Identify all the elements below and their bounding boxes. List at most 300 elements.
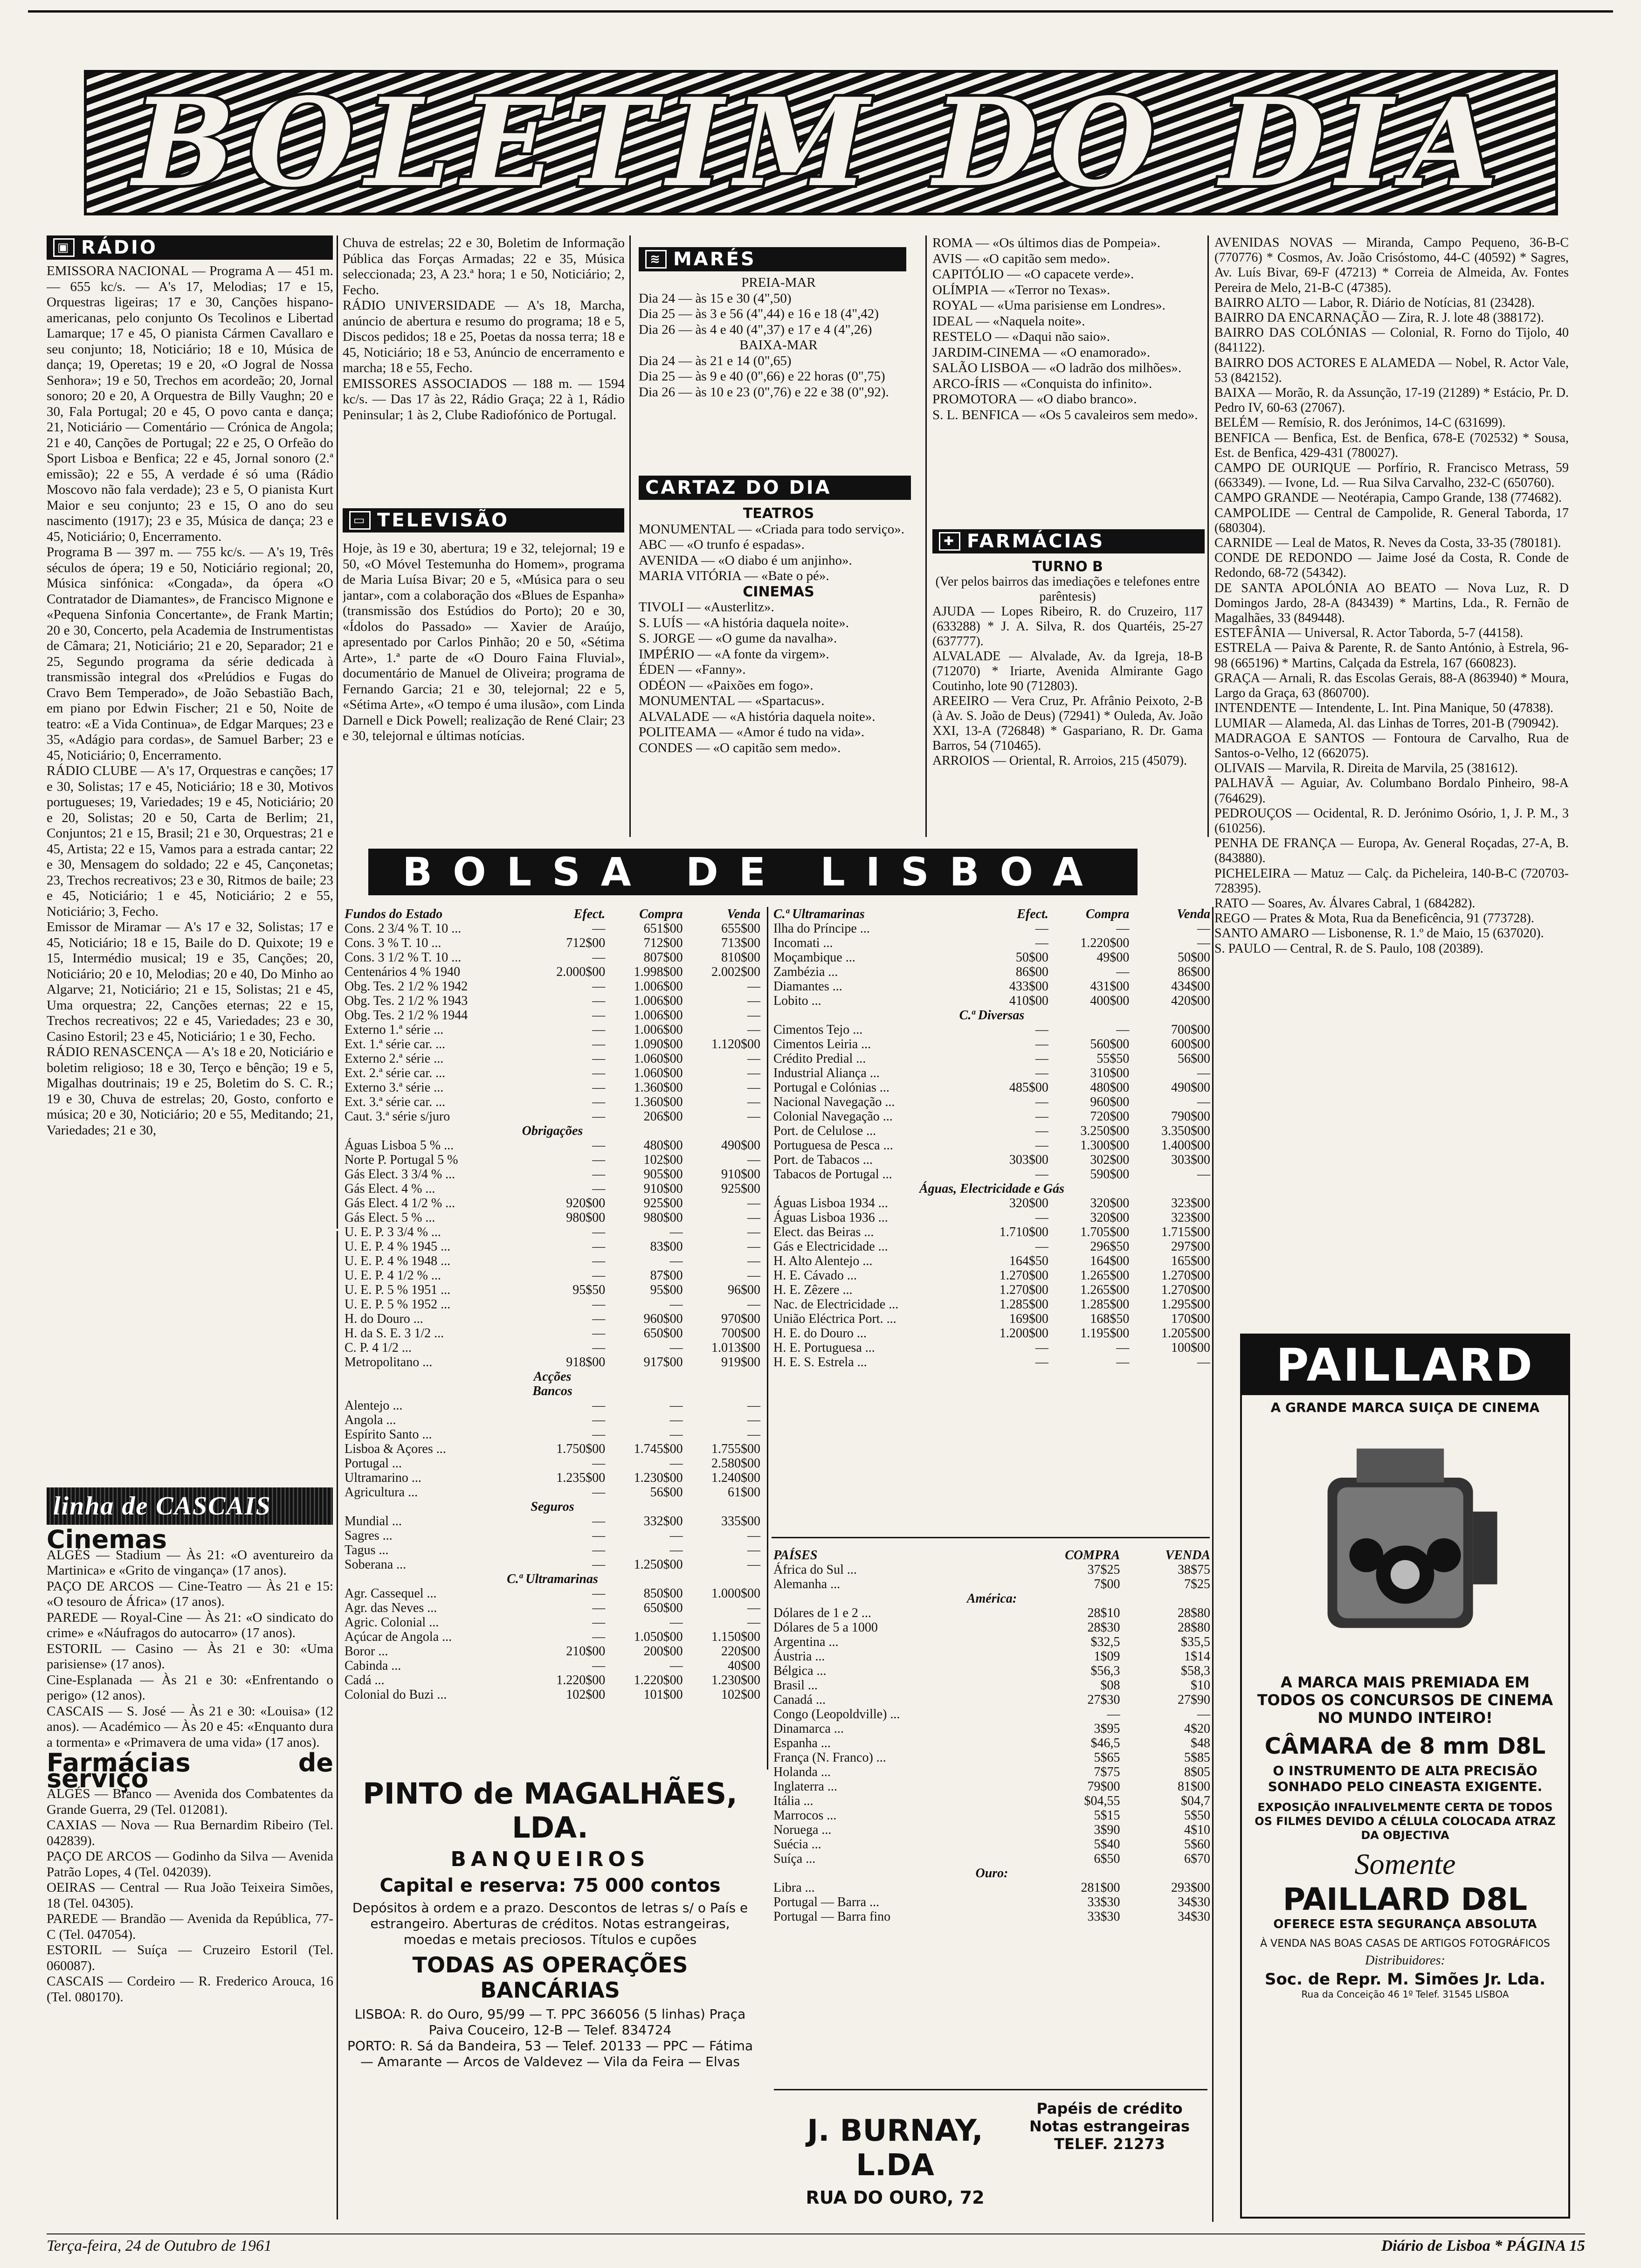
table-row: [772, 1736, 1212, 1750]
quote-cell: 700$00: [1171, 1023, 1210, 1037]
mares-text: PREIA-MAR Dia 24 — às 15 e 30 (4",50) Dia 25 — às 3 e 56 (4",44) e 16 e 18 (4",42) Dia 26 — às 4 e 40 (4",37) e 17 e 4 (4",26) BAIXA-MAR Dia 24 — às 21 e 14 (0",65) Dia 25 — às 9 e 40 (0",66) e 22 horas (0",75) Dia 26 — às 10 e 23 (0",76) e 22 e 38 (0",92).: [639, 275, 889, 400]
table-row: [343, 1355, 762, 1369]
security-name: H. do Douro ...: [345, 1312, 423, 1326]
table-row: [772, 1312, 1212, 1326]
quote-cell: 651$00: [643, 921, 683, 936]
radio-paragraph: RÁDIO CLUBE — A's 17, Orquestras e canções; 17 e 30, Solistas; 17 e 45, Noticiário; 18 e 30, Motivos portugueses; 19, Variedades; 19 e 45, Noticiário; 20 e 20, Solistas; 20 e 50, Carta de Berlim; 21, Conjuntos; 21 e 15, Brasil; 21 e 30, Orquestras; 21 e 45, Artista; 22 e 15, Vamos para a estrada cantar; 22 e 30, Mensagem do soldado; 22 e 45, Cançonetas; 23, Trechos recreativos; 23 e 30, Ritmos de baile; 23 e 45, Noticiário; 1 e 45, Noticiário; 2 e 55, Noticiário; 3, Fecho.: [47, 763, 333, 919]
column-header: Efect.: [573, 907, 606, 921]
table-row: [772, 1823, 1212, 1837]
quote-cell: 95$50: [572, 1283, 606, 1297]
security-name: Cons. 3 1/2 % T. 10 ...: [345, 950, 462, 965]
table-row: [343, 1095, 762, 1109]
security-name: Tagus ...: [345, 1543, 389, 1557]
quote-cell: —: [592, 1225, 606, 1239]
quote-cell: —: [592, 1514, 606, 1528]
quote-cell: 332$00: [643, 1514, 683, 1528]
security-name: Agric. Colonial ...: [345, 1615, 439, 1630]
quote-cell: 920$00: [566, 1196, 606, 1210]
quote-cell: —: [747, 1051, 760, 1066]
security-name: Agricultura ...: [345, 1485, 418, 1500]
quote-cell: 925$00: [643, 1196, 683, 1210]
quote-cell: —: [1035, 921, 1048, 936]
quote-cell: 850$00: [643, 1586, 683, 1601]
radio-icon: ▣: [53, 238, 75, 257]
quote-cell: 61$00: [728, 1485, 760, 1500]
table-row: [772, 1268, 1212, 1283]
quote-cell: —: [1116, 1341, 1130, 1355]
quote-cell: —: [592, 1528, 606, 1543]
quote-cell: 323$00: [1171, 1210, 1210, 1225]
quote-cell: —: [747, 1601, 760, 1615]
table-row: [343, 1341, 762, 1355]
security-name: Ext. 2.ª série car. ...: [345, 1066, 446, 1080]
table-row: [772, 1080, 1212, 1095]
quote-cell: $56,3: [1090, 1664, 1120, 1678]
security-name: Gás Elect. 3 3/4 % ...: [345, 1167, 455, 1182]
quote-cell: $04,7: [1181, 1794, 1210, 1808]
security-name: H. E. Zêzere ...: [773, 1283, 853, 1297]
quote-cell: 5$65: [1094, 1750, 1120, 1765]
quote-cell: 87$00: [650, 1268, 683, 1283]
quote-cell: 28$80: [1178, 1606, 1210, 1620]
table-row: [772, 1182, 1212, 1196]
table-row: [343, 1182, 762, 1196]
quote-cell: —: [747, 1557, 760, 1572]
quote-cell: 1.360$00: [634, 1095, 683, 1109]
quote-cell: —: [592, 1080, 606, 1095]
quote-cell: 168$50: [1090, 1312, 1130, 1326]
cambio-table: [772, 1548, 1212, 1924]
column-header: Compra: [639, 907, 683, 921]
table-row: [772, 1196, 1212, 1210]
quote-cell: $35,5: [1181, 1635, 1210, 1649]
table-row: [343, 1398, 762, 1413]
radio-paragraph: Programa B — 397 m. — 755 kc/s. — A's 19, Três séculos de ópera; 19 e 50, Noticiário regional; 20, Música sinfónica: «Congada», da ópera «O Contratador de Diamantes», de Francisco Mignone e «Pequena Sinfonia Concertante», de Frank Martin; 20 e 30, Concerto, pela Academia de Instrumentistas de Câmara; 21, Noticiário; 21 e 20, Separador; 21 e 25, Segundo programa da série dedicada à transmissão integral dos «Prelúdios e Fugas do Cravo Bem Temperado», de João Sebastião Bach, em piano por Edwin Fischer; 21 e 50, Noite de teatro: «E a Vida Continua», de Edgar Marques; 23 e 35, «Adágio para cordas», de Samuel Barber; 23 e 45, Noticiário; 0, Encerramento.: [47, 545, 333, 763]
quote-cell: —: [669, 1615, 683, 1630]
quote-cell: —: [592, 1456, 606, 1471]
table-row: [343, 1485, 762, 1500]
footer-date: Terça-feira, 24 de Outubro de 1961: [47, 2237, 272, 2254]
table-row: [772, 1326, 1212, 1341]
quote-cell: —: [592, 1557, 606, 1572]
quote-cell: 303$00: [1171, 1153, 1210, 1167]
quote-cell: —: [592, 1398, 606, 1413]
quote-cell: 1.000$00: [711, 1586, 760, 1601]
quote-cell: 1.705$00: [1080, 1225, 1130, 1239]
quote-cell: —: [592, 1037, 606, 1051]
quote-cell: 431$00: [1090, 979, 1130, 994]
quote-cell: 1.360$00: [634, 1080, 683, 1095]
quote-cell: 101$00: [643, 1687, 683, 1702]
quote-cell: 700$00: [721, 1326, 760, 1341]
quote-cell: —: [747, 1543, 760, 1557]
quote-cell: —: [669, 1456, 683, 1471]
quote-cell: 297$00: [1171, 1239, 1210, 1254]
table-header-row: [772, 907, 1212, 921]
quote-cell: 712$00: [643, 936, 683, 950]
security-name: Port. de Tabacos ...: [773, 1153, 873, 1167]
quote-cell: 1.006$00: [634, 1023, 683, 1037]
table-row: [343, 1225, 762, 1239]
quote-cell: —: [592, 1312, 606, 1326]
quote-cell: 95$00: [650, 1283, 683, 1297]
quote-cell: —: [669, 1659, 683, 1673]
quote-cell: 320$00: [1090, 1210, 1130, 1225]
quote-cell: 480$00: [1090, 1080, 1130, 1095]
security-name: Externo 2.ª série ...: [345, 1051, 444, 1066]
quote-cell: 5$50: [1184, 1808, 1210, 1823]
quote-cell: 1.200$00: [999, 1326, 1048, 1341]
radio-paragraph: EMISSORES ASSOCIADOS — 188 m. — 1594 kc/s. — Das 17 às 22, Rádio Graça; 22 à 1, Rádio Peninsular; 1 às 2, Clube Radiofónico de Portugal.: [343, 376, 625, 422]
footer: [47, 2237, 1585, 2255]
quote-cell: 79$00: [1087, 1779, 1120, 1794]
quote-cell: 28$80: [1178, 1620, 1210, 1635]
security-name: U. E. P. 5 % 1951 ...: [345, 1283, 451, 1297]
quote-cell: —: [1035, 1355, 1048, 1369]
column-header: Fundos do Estado: [345, 907, 443, 921]
security-name: Mundial ...: [345, 1514, 402, 1528]
quote-cell: 1.270$00: [999, 1268, 1048, 1283]
table-row: [343, 1427, 762, 1442]
quote-cell: 1.060$00: [634, 1051, 683, 1066]
radio-column-1: [47, 263, 333, 1210]
security-name: Externo 3.ª série ...: [345, 1080, 444, 1095]
subheading: Seguros: [531, 1500, 574, 1514]
quote-cell: —: [747, 1080, 760, 1095]
security-name: Dinamarca ...: [773, 1722, 844, 1736]
table-row: [343, 1369, 762, 1384]
quote-cell: —: [747, 1254, 760, 1268]
quote-cell: —: [592, 1427, 606, 1442]
quote-cell: $08: [1100, 1678, 1120, 1693]
table-row: [772, 1693, 1212, 1707]
security-name: Agr. Cassequel ...: [345, 1586, 437, 1601]
quote-cell: —: [669, 1413, 683, 1427]
table-row: [343, 994, 762, 1008]
table-row: [343, 1268, 762, 1283]
security-name: H. E. Portuguesa ...: [773, 1341, 875, 1355]
quote-cell: 170$00: [1171, 1312, 1210, 1326]
quote-cell: —: [1035, 1095, 1048, 1109]
table-row: [343, 1528, 762, 1543]
table-row: [772, 1779, 1212, 1794]
table-row: [343, 1008, 762, 1023]
quote-cell: 55$50: [1096, 1051, 1130, 1066]
quote-cell: 970$00: [721, 1312, 760, 1326]
security-name: Lisboa & Açores ...: [345, 1442, 446, 1456]
quote-cell: 6$70: [1184, 1852, 1210, 1866]
security-name: Agr. das Neves ...: [345, 1601, 437, 1615]
table-row: [343, 1066, 762, 1080]
quote-cell: 2.002$00: [711, 965, 760, 979]
quote-cell: —: [747, 1615, 760, 1630]
quote-cell: —: [592, 1008, 606, 1023]
table-row: [343, 1500, 762, 1514]
quote-cell: 83$00: [650, 1239, 683, 1254]
quote-cell: 1.285$00: [1080, 1297, 1130, 1312]
quote-cell: 1.745$00: [634, 1442, 683, 1456]
quote-cell: 1.090$00: [634, 1037, 683, 1051]
top-rule: [28, 10, 1613, 13]
quote-cell: 3.250$00: [1080, 1124, 1130, 1138]
quote-cell: —: [747, 1109, 760, 1124]
quote-cell: —: [1035, 1210, 1048, 1225]
security-name: U. E. P. 3 3/4 % ...: [345, 1225, 441, 1239]
quote-cell: —: [669, 1254, 683, 1268]
column-divider: [337, 1231, 338, 2220]
quote-cell: 790$00: [1171, 1109, 1210, 1124]
quote-cell: —: [747, 1210, 760, 1225]
quote-cell: 1.006$00: [634, 994, 683, 1008]
security-name: Gás Elect. 4 1/2 % ...: [345, 1196, 455, 1210]
security-name: Sagres ...: [345, 1528, 393, 1543]
quote-cell: 910$00: [721, 1167, 760, 1182]
table-row: [343, 1442, 762, 1456]
quote-cell: —: [747, 1413, 760, 1427]
quote-cell: 980$00: [643, 1210, 683, 1225]
table-row: [772, 1008, 1212, 1023]
quote-cell: 164$00: [1090, 1254, 1130, 1268]
security-name: H. Alto Alentejo ...: [773, 1254, 873, 1268]
quote-cell: 434$00: [1171, 979, 1210, 994]
televisao-text: Hoje, às 19 e 30, abertura; 19 e 32, telejornal; 19 e 50, «O Móvel Testemunha do Homem», programa de Maria Luísa Bivar; 20 e 5, «Música para o seu jantar», com a colaboração dos «Blues de Espanha» (transmissão dos Estúdios do Porto); 20 e 30, «Ídolos do Passado» — Xavier de Araújo, apresentado por Carlos Pinhão; 20 e 50, «Sétima Arte», 1.ª parte de «O Douro Faina Fluvial», documentário de Manuel de Oliveira; programa de Fernando Garcia; 21 e 30, telejornal; 22 e 5, «Sétima Arte», «O tempo é uma ilusão», com Linda Darnell e Dick Powell; realização de René Clair; 23 e 30, telejornal e últimas notícias.: [343, 541, 625, 743]
quote-cell: $10: [1191, 1678, 1210, 1693]
security-name: Cimentos Tejo ...: [773, 1023, 863, 1037]
quote-cell: 720$00: [1090, 1109, 1130, 1124]
security-name: Incomati ...: [773, 936, 833, 950]
quote-cell: 296$50: [1090, 1239, 1130, 1254]
subheading: C.ª Ultramarinas: [507, 1572, 598, 1586]
table-row: [772, 1649, 1212, 1664]
security-name: Elect. das Beiras ...: [773, 1225, 874, 1239]
table-row: [772, 1895, 1212, 1909]
table-row: [343, 1051, 762, 1066]
quote-cell: —: [592, 1153, 606, 1167]
table-row: [343, 1037, 762, 1051]
quote-cell: —: [592, 979, 606, 994]
quote-cell: 980$00: [566, 1210, 606, 1225]
security-name: Ultramarino ...: [345, 1471, 421, 1485]
quote-cell: 1.150$00: [711, 1630, 760, 1644]
quote-cell: 38$75: [1178, 1563, 1210, 1577]
table-row: [343, 1557, 762, 1572]
table-header-row: [343, 907, 762, 921]
waves-icon: ≋: [645, 250, 667, 269]
cascais-cinemas: Cinemas ALGÉS — Stadium — Às 21: «O aventureiro da Martinica» e «Grito de vingança» (17 anos). PAÇO DE ARCOS — Cine-Teatro — Às 21 e 15: «O tesouro de África» (17 anos). PAREDE — Royal-Cine — Às 21: «O sindicato do crime» e «Náufragos do autocarro» (17 anos). ESTORIL — Casino — Às 21 e 30: «Uma parisiense» (17 anos). Cine-Esplanada — Às 21 e 30: «Enfrentando o perigo» (12 anos). CASCAIS — S. José — Às 21 e 30: «Louisa» (12 anos). — Académico — Às 20 e 45: «Enquanto dura a tormenta» e «Primavera de uma vida» (17 anos). Farmácias de serviço ALGÉS — Branco — Avenida dos Combatentes da Grande Guerra, 29 (Tel. 012081). CAXIAS — Nova — Rua Bernardim Ribeiro (Tel. 042839). PAÇO DE ARCOS — Godinho da Silva — Avenida Patrão Lopes, 4 (Tel. 042039). OEIRAS — Central — Rua João Teixeira Simões, 18 (Tel. 04305). PAREDE — Brandão — Avenida da República, 77-C (Tel. 047054). ESTORIL — Suíça — Cruzeiro Estoril (Tel. 060087). CASCAIS — Cordeiro — R. Frederico Arouca, 16 (Tel. 080170).: [47, 1525, 333, 2005]
security-name: Libra ...: [773, 1881, 815, 1895]
quote-cell: 28$30: [1087, 1620, 1120, 1635]
table-row: [772, 1023, 1212, 1037]
security-name: Noruega ...: [773, 1823, 832, 1837]
security-name: Ext. 3.ª série car. ...: [345, 1095, 446, 1109]
security-name: Portuguesa de Pesca ...: [773, 1138, 893, 1153]
quote-cell: 293$00: [1171, 1881, 1210, 1895]
quote-cell: —: [1197, 1707, 1210, 1722]
table-row: [772, 1837, 1212, 1852]
farmacias-right: AVENIDAS NOVAS — Miranda, Campo Pequeno, 36-B-C (770776) * Cosmos, Av. João Crisóstomo, 44-C (40592) * Sagres, Av. Luís Bivar, 69-F (47213) * Correia de Almeida, Av. Fontes Pereira de Melo, 21-B-C (47385). BAIRRO ALTO — Labor, R. Diário de Notícias, 81 (23428). BAIRRO DA ENCARNAÇÃO — Zira, R. J. lote 48 (388172). BAIRRO DAS COLÓNIAS — Colonial, R. Forno do Tijolo, 40 (841122). BAIRRO DOS ACTORES E ALAMEDA — Nobel, R. Actor Vale, 53 (842152). BAIXA — Morão, R. da Assunção, 17-19 (21289) * Estácio, Pr. D. Pedro IV, 60-63 (27067). BELÉM — Remísio, R. dos Jerónimos, 14-C (631699). BENFICA — Benfica, Est. de Benfica, 678-E (702532) * Sousa, Est. de Benfica, 429-431 (780027). CAMPO DE OURIQUE — Porfírio, R. Francisco Metrass, 59 (663349). — Ivone, Ld. — Rua Silva Carvalho, 232-C (650760). CAMPO GRANDE — Neotérapia, Campo Grande, 138 (774682). CAMPOLIDE — Central de Campolide, R. General Taborda, 17 (680304). CARNIDE — Leal de Matos, R. Neves da Costa, 33-35 (780181). CONDE DE REDONDO — Jaime José da Costa, R. Conde de Redondo, 68-72 (54342). DE SANTA APOLÓNIA AO BEATO — Nova Luz, R. D Domingos Jardo, 28-A (843439) * Martins, Lda., R. Fernão de Magalhães, 33 (849448). ESTEFÂNIA — Universal, R. Actor Taborda, 5-7 (44158). ESTRELA — Paiva & Parente, R. de Santo António, à Estrela, 96-98 (665196) * Martins, Calçada da Estrela, 167 (660823). GRAÇA — Arnali, R. das Escolas Gerais, 88-A (863940) * Moura, Largo da Graça, 63 (860700). INTENDENTE — Intendente, L. Int. Pina Manique, 50 (47838). LUMIAR — Alameda, Al. das Linhas de Torres, 201-B (790942). MADRAGOA E SANTOS — Fontoura de Carvalho, Rua de Santos-o-Velho, 12 (662075). OLIVAIS — Marvila, R. Direita de Marvila, 25 (381612). PALHAVÃ — Aguiar, Av. Columbano Bordalo Pinheiro, 98-A (764629). PEDROUÇOS — Ocidental, R. D. Jerónimo Osório, 1, J. P. M., 3 (610256). PENHA DE FRANÇA — Europa, Av. General Roçadas, 27-A, B. (843880). PICHELEIRA — Matuz — Calç. da Picheleira, 140-B-C (720703-728395). RATO — Soares, Av. Álvares Cabral, 1 (684282). REGO — Prates & Mota, Rua da Beneficência, 91 (773728). SANTO AMARO — Lisbonense, R. 1.º de Maio, 15 (637020). S. PAULO — Central, R. de S. Paulo, 108 (20389).: [1214, 235, 1569, 956]
table-row: [772, 994, 1212, 1008]
quote-cell: 410$00: [1009, 994, 1048, 1008]
quote-cell: —: [747, 994, 760, 1008]
security-name: Norte P. Portugal 5 %: [345, 1153, 458, 1167]
security-name: Açúcar de Angola ...: [345, 1630, 452, 1644]
quote-cell: 1$09: [1094, 1649, 1120, 1664]
security-name: Brasil ...: [773, 1678, 818, 1693]
quote-cell: 960$00: [643, 1312, 683, 1326]
security-name: Holanda ...: [773, 1765, 831, 1779]
quote-cell: 918$00: [566, 1355, 606, 1369]
table-row: [343, 936, 762, 950]
quote-cell: 302$00: [1090, 1153, 1130, 1167]
divider: [772, 1537, 1210, 1538]
bolsa-right-table: [772, 907, 1212, 1369]
quote-cell: —: [1197, 936, 1210, 950]
quote-cell: 1.715$00: [1161, 1225, 1210, 1239]
quote-cell: 1.230$00: [711, 1673, 760, 1687]
table-header-row: [772, 1548, 1212, 1563]
table-row: [772, 1765, 1212, 1779]
quote-cell: 7$25: [1184, 1577, 1210, 1591]
table-row: [343, 1586, 762, 1601]
quote-cell: —: [1197, 921, 1210, 936]
quote-cell: 27$30: [1087, 1693, 1120, 1707]
cartaz-teatros: TEATROS MONUMENTAL — «Criada para todo serviço». ABC — «O trunfo é espadas». AVENIDA — «O diabo é um anjinho». MARIA VITÓRIA — «Bate o pé». CINEMAS TIVOLI — «Austerlitz». S. LUÍS — «A história daquela noite». S. JORGE — «O gume da navalha». IMPÉRIO — «A fonte da virgem». ÉDEN — «Fanny». ODÉON — «Paixões em fogo». MONUMENTAL — «Spartacus». ALVALADE — «A história daquela noite». POLITEAMA — «Amor é tudo na vida». CONDES — «O capitão sem medo».: [639, 506, 905, 755]
subheading: Acções: [533, 1369, 572, 1384]
quote-cell: —: [1116, 921, 1130, 936]
quote-cell: —: [747, 1239, 760, 1254]
quote-cell: 2.580$00: [711, 1456, 760, 1471]
security-name: Cons. 3 % T. 10 ...: [345, 936, 441, 950]
table-row: [772, 1707, 1212, 1722]
subheading: Obrigações: [522, 1124, 583, 1138]
table-row: [772, 1678, 1212, 1693]
quote-cell: 102$00: [566, 1687, 606, 1702]
table-row: [343, 1673, 762, 1687]
bolsa-header: BOLSA DE LISBOA: [368, 849, 1138, 895]
table-row: [343, 1297, 762, 1312]
quote-cell: 6$50: [1094, 1852, 1120, 1866]
security-name: Angola ...: [345, 1413, 396, 1427]
quote-cell: 1.300$00: [1080, 1138, 1130, 1153]
security-name: União Eléctrica Port. ...: [773, 1312, 896, 1326]
table-row: [772, 1794, 1212, 1808]
security-name: Águas Lisboa 1936 ...: [773, 1210, 888, 1225]
quote-cell: 5$15: [1094, 1808, 1120, 1823]
table-row: [343, 1456, 762, 1471]
quote-cell: 220$00: [721, 1644, 760, 1659]
quote-cell: —: [669, 1528, 683, 1543]
table-row: [772, 1909, 1212, 1924]
quote-cell: 303$00: [1009, 1153, 1048, 1167]
radio-header: ▣ RÁDIO: [47, 235, 333, 260]
quote-cell: —: [747, 1196, 760, 1210]
quote-cell: 8$05: [1184, 1765, 1210, 1779]
quote-cell: 400$00: [1090, 994, 1130, 1008]
table-row: [772, 921, 1212, 936]
security-name: Crédito Predial ...: [773, 1051, 866, 1066]
table-row: [343, 1124, 762, 1138]
security-name: Águas Lisboa 5 % ...: [345, 1138, 454, 1153]
security-name: Moçambique ...: [773, 950, 855, 965]
radio-paragraph: RÁDIO UNIVERSIDADE — A's 18, Marcha, anúncio de abertura e resumo do programa; 18 e 5, Discos pedidos; 18 e 25, Poetas da nossa terra; 18 e 45, Noticiário; 18 e 53, Anúncio de encerramento e marcha; 18 e 55, Fecho.: [343, 298, 625, 375]
table-row: [772, 1066, 1212, 1080]
table-row: [343, 1630, 762, 1644]
quote-cell: 323$00: [1171, 1196, 1210, 1210]
quote-cell: 960$00: [1090, 1095, 1130, 1109]
cascais-header: linha de CASCAIS: [47, 1487, 333, 1525]
table-row: [343, 1239, 762, 1254]
quote-cell: 490$00: [1171, 1080, 1210, 1095]
quote-cell: 712$00: [566, 936, 606, 950]
quote-cell: 1.250$00: [634, 1557, 683, 1572]
radio-paragraph: Emissor de Miramar — A's 17 e 32, Solistas; 17 e 45, Noticiário; 18 e 15, Baile do D. Quixote; 19 e 15, Intermédio musical; 19 e 35, Canções; 20, Noticiário; 20 e 10, Melodias; 20 e 40, Do Minho ao Algarve; 21, Noticiário; 21 e 15, Solistas; 21 e 45, Uma orquestra; 22, Canções eternas; 22 e 15, Trechos recreativos; 22 e 45, Variedades; 23 e 30, Casino Estoril; 23 e 45, Noticiário; 1 e 30, Fecho.: [47, 920, 333, 1044]
column-header: Venda: [727, 907, 760, 921]
bolsa-left-table: [343, 907, 762, 1702]
security-name: Portugal ...: [345, 1456, 402, 1471]
quote-cell: —: [669, 1427, 683, 1442]
quote-cell: 86$00: [1178, 965, 1210, 979]
quote-cell: —: [669, 1543, 683, 1557]
cartaz-header: CARTAZ DO DIA: [639, 476, 911, 500]
quote-cell: —: [669, 1297, 683, 1312]
table-row: [343, 1210, 762, 1225]
security-name: Colonial do Buzi ...: [345, 1687, 447, 1702]
table-row: [772, 1051, 1212, 1066]
security-name: Colonial Navegação ...: [773, 1109, 893, 1124]
table-row: [772, 1283, 1212, 1297]
quote-cell: 905$00: [643, 1167, 683, 1182]
security-name: Marrocos ...: [773, 1808, 837, 1823]
security-name: H. E. Cávado ...: [773, 1268, 857, 1283]
table-row: [772, 1852, 1212, 1866]
quote-cell: 600$00: [1171, 1037, 1210, 1051]
table-row: [343, 1196, 762, 1210]
table-row: [343, 1601, 762, 1615]
quote-cell: —: [669, 1341, 683, 1355]
quote-cell: —: [592, 1182, 606, 1196]
quote-cell: 4$10: [1184, 1823, 1210, 1837]
quote-cell: 1.240$00: [711, 1471, 760, 1485]
quote-cell: 2.000$00: [556, 965, 606, 979]
quote-cell: 3.350$00: [1161, 1124, 1210, 1138]
quote-cell: —: [747, 1427, 760, 1442]
table-row: [772, 1620, 1212, 1635]
quote-cell: 1.400$00: [1161, 1138, 1210, 1153]
quote-cell: 210$00: [566, 1644, 606, 1659]
security-name: Congo (Leopoldville) ...: [773, 1707, 900, 1722]
table-row: [772, 1606, 1212, 1620]
quote-cell: 1.006$00: [634, 979, 683, 994]
quote-cell: —: [592, 1239, 606, 1254]
subheading: Bancos: [532, 1384, 572, 1398]
quote-cell: —: [592, 1254, 606, 1268]
quote-cell: —: [592, 1659, 606, 1673]
security-name: Nacional Navegação ...: [773, 1095, 895, 1109]
quote-cell: —: [1035, 1023, 1048, 1037]
subheading: C.ª Diversas: [959, 1008, 1025, 1023]
table-row: [772, 1750, 1212, 1765]
security-name: Ext. 1.ª série car. ...: [345, 1037, 446, 1051]
quote-cell: $04,55: [1084, 1794, 1120, 1808]
quote-cell: 100$00: [1171, 1341, 1210, 1355]
quote-cell: 335$00: [721, 1514, 760, 1528]
quote-cell: 713$00: [721, 936, 760, 950]
security-name: U. E. P. 5 % 1952 ...: [345, 1297, 451, 1312]
table-row: [343, 1659, 762, 1673]
column-header: C.ª Ultramarinas: [773, 907, 865, 921]
quote-cell: 650$00: [643, 1326, 683, 1341]
quote-cell: 1.270$00: [1161, 1268, 1210, 1283]
